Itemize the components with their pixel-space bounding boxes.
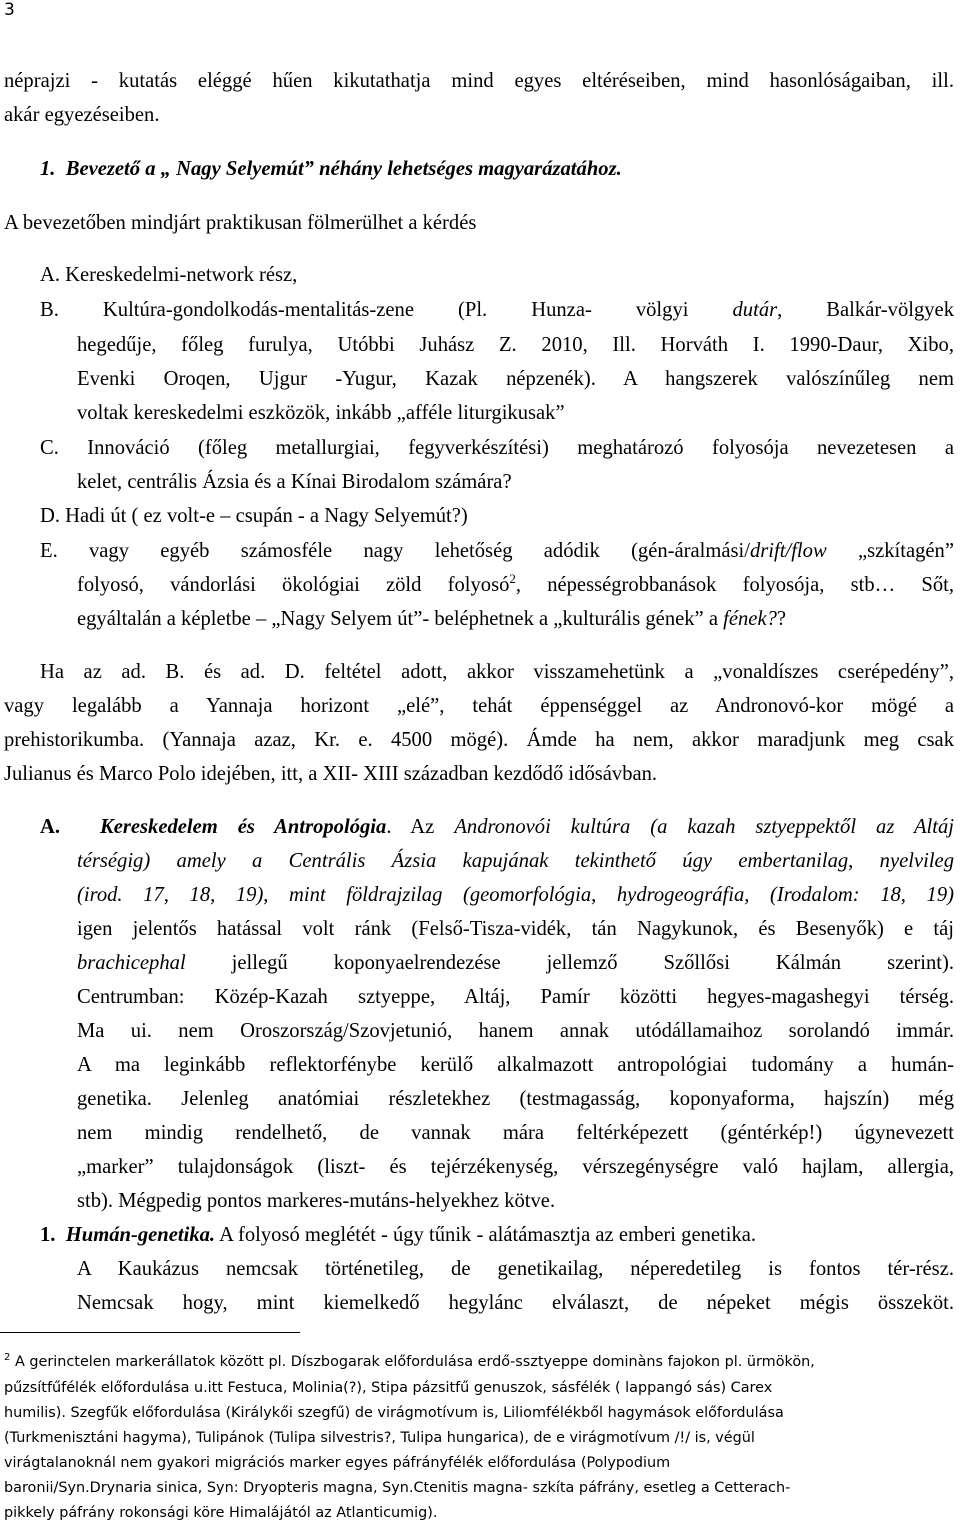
footnote-line-5: virágtalanoknál nem gyakori migrációs marker egyes páfrányfélék előfordulása (Polypodium [4, 1455, 671, 1471]
footnote-line-1: $^2$ A gerinctelen markerállatok között pl. Díszbogarak előfordulása erdő-ssztyeppe dominàns fajokon pl. ürmökön, [4, 1352, 815, 1370]
item-d: D. Hadi út ( ez volt-e – csupán - a Nagy Selyemút?) [40, 505, 468, 527]
section-a-line-7: Ma ui. nem Oroszország/Szovjetunió, hanem annak utódállamaihoz sorolandó immár. [77, 1020, 954, 1042]
para-ha-line-1: Ha az ad. B. és ad. D. feltétel adott, akkor visszamehetünk a „vonaldíszes cserépedény”, [40, 661, 954, 683]
section-a-title: Kereskedelem és Antropológia [100, 816, 387, 838]
section-a-line-6: Centrumban: Közép-Kazah sztyeppe, Altáj, Pamír közötti hegyes-magashegyi térség. [77, 986, 954, 1008]
section-1-heading [40, 157, 622, 181]
section-a-line-9: genetika. Jelenleg anatómiai részletekhez (testmagasság, koponyaforma, hajszín) még [77, 1088, 954, 1110]
section-a1-title: Humán-genetika. [65, 1224, 216, 1246]
footnote-line-3: humilis). Szegfűk előfordulása (Királykői szegfű) de virágmotívum is, Liliomfélékből hagymások előfordulása [4, 1405, 784, 1421]
item-e-line-1: E. vagy egyéb számosféle nagy lehetőség adódik (gén-áralmási/drift/flow „szkítagén” [40, 540, 954, 562]
item-b-line-4: voltak kereskedelmi eszközök, inkább „afféle liturgikusak” [77, 402, 565, 424]
section-a-line-5: brachicephal jellegű koponyaelrendezése jellemző Szőllősi Kálmán szerint). [77, 952, 954, 974]
item-c-line-1: C. Innováció (főleg metallurgiai, fegyverkészítési) meghatározó folyosója nevezetesen a [40, 437, 954, 459]
item-e-line-3: egyáltalán a képletbe – „Nagy Selyem út”- beléphetnek a „kulturális gének” a fének?? [77, 608, 787, 630]
section-1-title: Bevezető a „ Nagy Selyemút” néhány lehetséges magyarázatához. [65, 158, 622, 180]
section-a-line-8: A ma leginkább reflektorfénybe kerülő alkalmazott antropológiai tudomány a humán- [77, 1054, 954, 1076]
section-a-line-11: „marker” tulajdonságok (liszt- és tejérzékenység, vérszegénységre való hajlam, allergia, [77, 1156, 954, 1178]
footnote-ref: 2 [509, 571, 516, 587]
section-a-label: A. [40, 816, 61, 838]
section-a1-line-3: Nemcsak hogy, mint kiemelkedő hegylánc elválaszt, de népeket mégis összeköt. [77, 1292, 954, 1314]
item-b-line-1: B. Kultúra-gondolkodás-mentalitás-zene (Pl. Hunza- völgyi dutár, Balkár-völgyek [40, 299, 954, 321]
section-a-line-3: (irod. 17, 18, 19), mint földrajzilag (geomorfológia, hydrogeográfia, (Irodalom: 18, 19) [77, 884, 954, 906]
section-1-number: 1. [40, 158, 56, 180]
footnote-line-2: pűzsítfűfélék előfordulása u.itt Festuca, Molinia(?), Stipa pázsitfű genuszok, sásfélék ( lappangó sás) Carex [4, 1380, 773, 1396]
footnote-mark: 2 [4, 1352, 11, 1364]
item-a: A. Kereskedelmi-network rész, [40, 264, 298, 286]
section-a-line-12: stb). Mégpedig pontos markeres-mutáns-helyekhez kötve. [77, 1190, 556, 1212]
section-a-line-2: térségig) amely a Centrális Ázsia kapujának tekinthető úgy embertanilag, nyelvileg [77, 850, 954, 872]
section-a1-number: 1. [40, 1224, 56, 1246]
item-b-line-2: hegedűje, főleg furulya, Utóbbi Juhász Z. 2010, Ill. Horváth I. 1990-Daur, Xibo, [77, 334, 954, 356]
section-a-line-10: nem mindig rendelhető, de vannak mára feltérképezett (géntérkép!) úgynevezett [77, 1122, 954, 1144]
page-number: 3 [4, 0, 15, 20]
item-c-line-2: kelet, centrális Ázsia és a Kínai Birodalom számára? [77, 471, 512, 493]
para-ha-line-2: vagy legalább a Yannaja horizont „elé”, tehát éppenséggel az Andronovó-kor mögé a [4, 695, 954, 717]
footnote-rule [0, 1332, 300, 1333]
intro-line-1: néprajzi - kutatás eléggé hűen kikutathatja mind egyes eltéréseiben, mind hasonlóságaiban, ill. [4, 70, 954, 92]
section-a-line-4: igen jelentős hatással volt ránk (Felső-Tisza-vidék, tán Nagykunok, és Besenyők) e táj [77, 918, 954, 940]
intro-line-2: akár egyezéseiben. [4, 104, 160, 126]
footnote-line-7: pikkely páfrány rokonsági köre Himalájától az Atlanticumig). [4, 1505, 438, 1521]
para-ha-line-3: prehistorikumba. (Yannaja azaz, Kr. e. 4500 mögé). Ámde ha nem, akkor maradjunk meg csak [4, 729, 954, 751]
para-ha-line-4: Julianus és Marco Polo idejében, itt, a XII- XIII században kezdődő idősávban. [4, 763, 658, 785]
item-e-line-2: folyosó, vándorlási ökológiai zöld folyosó$^2$, népességrobbanások folyosója, stb… Sőt, [77, 571, 954, 596]
section-a1-line-2: A Kaukázus nemcsak történetileg, de genetikailag, néperedetileg is fontos tér-rész. [77, 1258, 954, 1280]
footnote-line-6: baronii/Syn.Drynaria sinica, Syn: Dryopteris magna, Syn.Ctenitis magna- szkíta páfrány, esetleg a Cetterach- [4, 1480, 791, 1496]
question-intro: A bevezetőben mindjárt praktikusan fölmerülhet a kérdés [4, 212, 477, 234]
footnote-line-4: (Turkmenisztáni hagyma), Tulipánok (Tulipa silvestris?, Tulipa hungarica), de e virágmotívum /!/ is, végül [4, 1430, 755, 1446]
section-a1-line-1: 1. Humán-genetika. A folyosó meglétét - úgy tűnik - alátámasztja az emberi genetika. [40, 1224, 757, 1246]
item-b-line-3: Evenki Oroqen, Ujgur -Yugur, Kazak népzenék). A hangszerek valószínűleg nem [77, 368, 954, 390]
section-a-line-1: A. Kereskedelem és Antropológia. Az Andronovói kultúra (a kazah sztyeppektől az Altáj [40, 816, 954, 838]
